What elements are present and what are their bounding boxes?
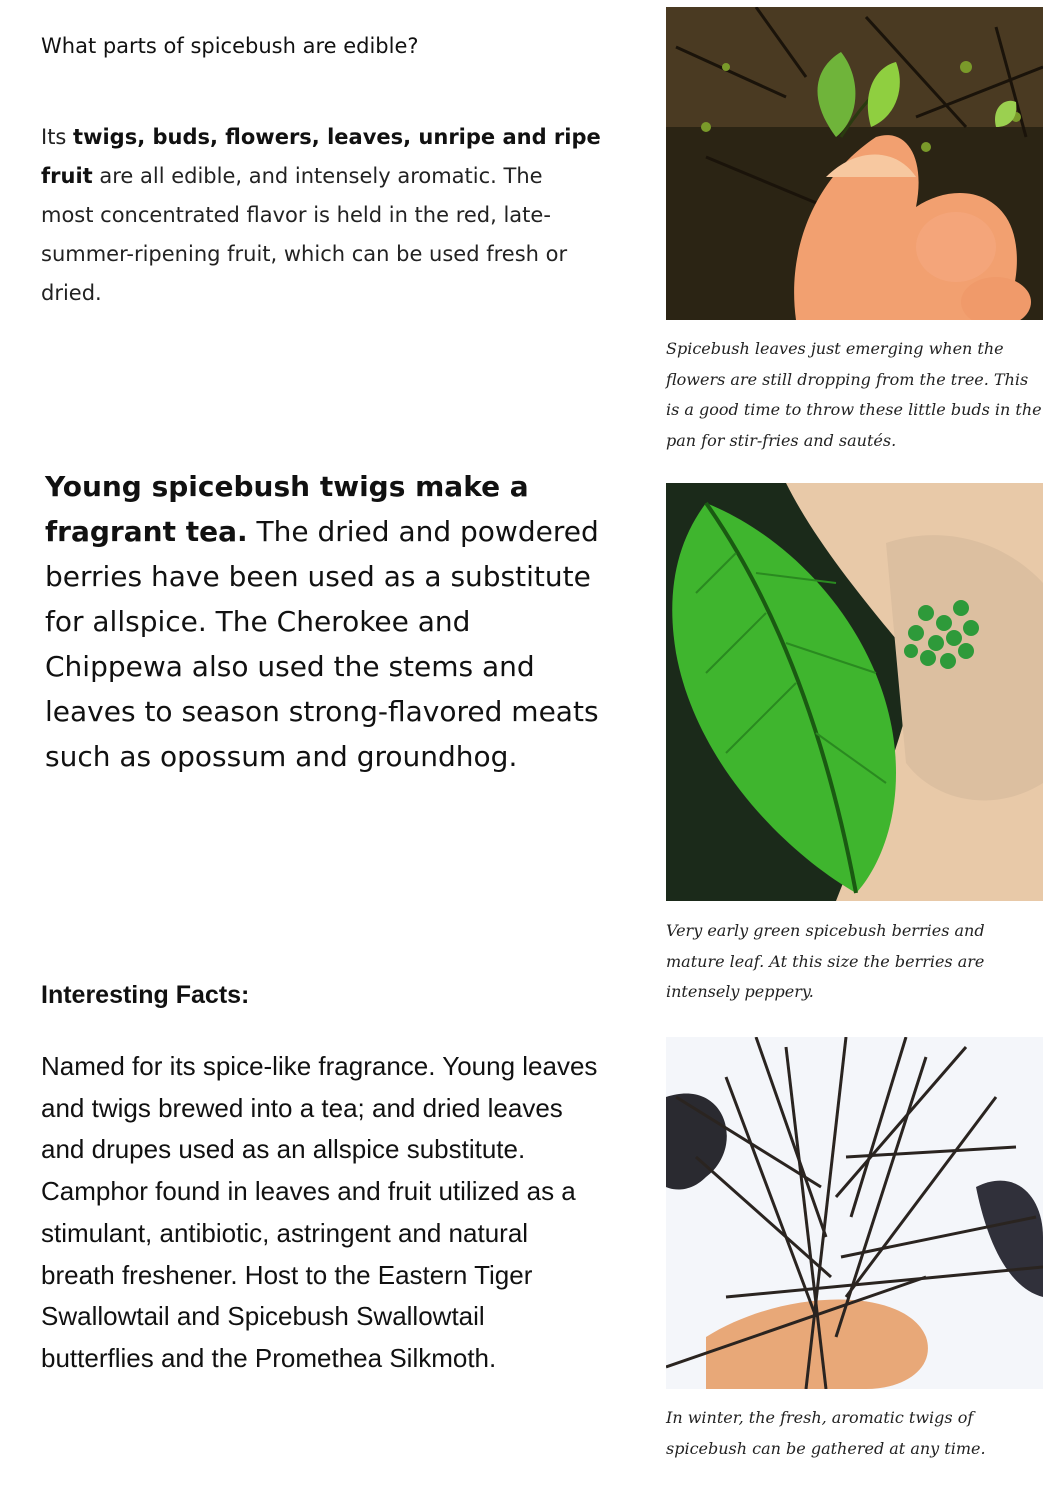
edible-parts-answer [41, 118, 601, 313]
tea-lead: Young spicebush twigs make a fragrant tea. [45, 470, 529, 548]
photo-caption-emerging-leaves: Spicebush leaves just emerging when the flowers are still dropping from the tree. This is a good time to throw these little buds in the pan for stir-fries and sautés. [666, 339, 1042, 450]
photo-winter-twigs [666, 1037, 1043, 1389]
photo-caption-green-berries: Very early green spicebush berries and mature leaf. At this size the berries are intensely peppery. [666, 921, 985, 1001]
edible-parts-question: What parts of spicebush are edible? [41, 34, 419, 58]
edible-parts-list: twigs, buds, flowers, leaves, unripe and ripe fruit [41, 125, 601, 188]
facts-heading: Interesting Facts: [41, 981, 250, 1009]
facts-body: Named for its spice-like fragrance. Young leaves and twigs brewed into a tea; and dried leaves and drupes used as an allspice substitute. Camphor found in leaves and fruit utilized as a stimulant, antibiotic, astringent and natural breath freshener. Host to the Eastern Tiger Swallowtail and Spicebush Swallowtail butterflies and the Promethea Silkmoth. [41, 1051, 598, 1373]
tea-rest: The dried and powdered berries have been used as a substitute for allspice. The Cherokee and Chippewa also used the stems and leaves to season strong-flavored meats such as opossum and groundhog. [45, 515, 599, 773]
photo-green-berries-leaf [666, 483, 1043, 901]
tea-paragraph [45, 464, 605, 779]
answer-rest: are all edible, and intensely aromatic. The most concentrated flavor is held in the red, late-summer-ripening fruit, which can be used fresh or dried. [41, 164, 568, 305]
photo-emerging-leaves [666, 7, 1043, 320]
photo-caption-winter-twigs: In winter, the fresh, aromatic twigs of spicebush can be gathered at any time. [666, 1408, 986, 1458]
answer-lead: Its [41, 125, 74, 149]
